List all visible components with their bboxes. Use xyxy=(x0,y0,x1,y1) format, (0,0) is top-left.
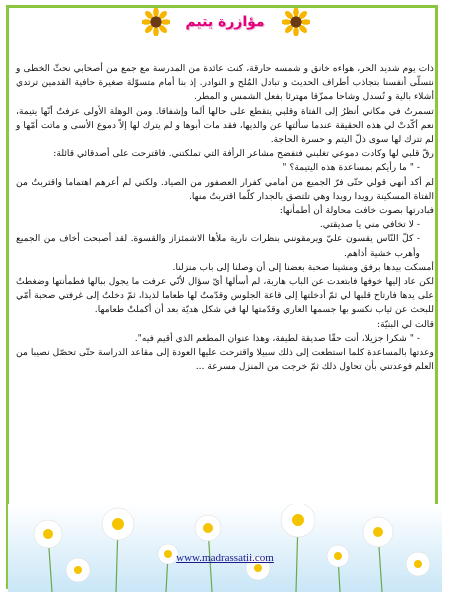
dialogue-line: - " ما رأيكم بمساعدة هذه اليتيمة؟ " xyxy=(282,162,420,174)
paragraph: لكن عاد إليها خوفها فابتعدت عن الباب هاربة، لم أسألها أيّ سؤال لأنّي عرفت ما يجول ببالها فطمأنتها وضغطتُ على يدها فارتاح قلبها لي ثمّ أدخلتها إلى قاعة الجلوس وقدّمتُ لها طعاما لذيذا، ثمّ دخلتُ إلى غرفتي صحبة أمّي للبحث عن ثياب نكسو بها جسمها العاري وقدّمتها لها في شكل هديّة بعد أن أكملتْ طعامها. xyxy=(16,276,434,316)
paragraph: لم أكد أنهي قولي حتّى فرّ الجميع من أمامي كفرار العصفور من الصياد. ولكني لم أعرهم اهتماما واقتربتُ من الفتاة المسكينة رويدا رويدا وهي تلتصق بالجدار كلّما اقتربتُ منها. xyxy=(16,176,434,202)
paragraph: أمسكت بيدها برفق ومشينا صحبة بعضنا إلى أن وصلنا إلى باب منزلنا. xyxy=(172,261,434,273)
paragraph: رقّ قلبي لها وكادت دموعي تغلبني فتفضح مشاعر الرأفة التي تملكتني. فاقترحت على أصدقائي قائلة: xyxy=(53,148,434,160)
website-link[interactable]: www.madrassatii.com xyxy=(176,552,274,564)
page-title: مؤازرة يتيم xyxy=(185,14,265,30)
paragraph: فبادرتها بصوت خافت محاولة أن أطمأنها: xyxy=(279,205,434,217)
paragraph: ذات يوم شديد الحر، هواءه خانق و شمسه حارقة، كنت عائدة من المدرسة مع جمع من أصحابي نحثّ الخطى و نتسلّى أنفسنا بتجاذب أطراف الحديث و تبادل المُلح و النوادر. إذ بنا أمام متسوّلة صغيرة حافية القدمين ترتدي أشلاء بالية و تُسدل وشاحا ممزّقا مهترئا بفعل الشمس و المطر. xyxy=(16,63,434,103)
paragraph: تسمرتُ في مكاني أنظرُ إلى الفتاة وقلبي يتقطع على حالها ألما وإشفاقا. ومن الوهلة الأولى عرفتُ أنّها يتيمة، نعم أكّدتْ لي هذه الحقيقة عندما سألتها عن والديها، فقد مات أبوها و لم يترك لها إلاّ دموع الأسى و ماتت أمّها و لم تترك لها سوى ذلّ اليتم و حسرة الحاجة. xyxy=(16,105,434,146)
daisy-field-illustration xyxy=(8,504,442,592)
dialogue-line: - لا تخافي مني يا صديقتي. xyxy=(319,219,420,231)
dialogue-line: - كلّ النّاس يقسون عليّ ويرمقونني بنظرات نارية ملأها الاشمئزاز والقسوة. لقد أصبحت أخاف من الجميع وأهرب خشية أذاهم. xyxy=(16,233,420,259)
story-text xyxy=(16,62,434,374)
paragraph: قالت لي البنيّة: xyxy=(376,318,434,330)
paragraph: وعدتها بالمساعدة كلما استطعت إلى ذلك سبيلا واقترحت عليها العودة إلى مقاعد الدراسة حتّى تحصّل نصيبا من العلم فوعدتني بأن تحاول ذلك ثمّ خرجت من المنزل مسرعة ... xyxy=(15,347,434,373)
dialogue-line: - " شكرا جزيلا، أنت حقّا صديقة لطيفة، وهذا عنوان المطعم الذي أقيم فيه". xyxy=(134,332,420,344)
